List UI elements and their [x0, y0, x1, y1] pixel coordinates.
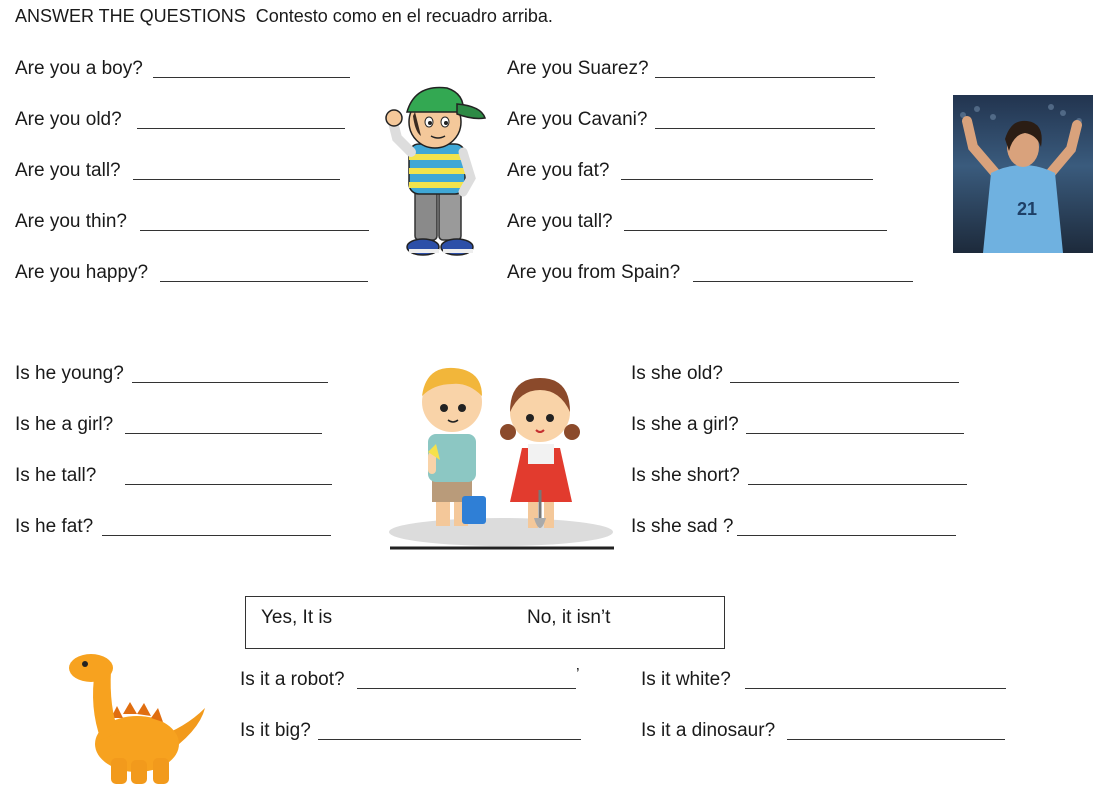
answer-line[interactable]: [730, 382, 959, 383]
question-text: Are you happy?: [15, 262, 149, 283]
answer-line[interactable]: [748, 484, 967, 485]
question-text: Are you Suarez?: [507, 58, 649, 79]
example-answer-box: [245, 596, 725, 649]
question-text: Is it a robot?: [240, 669, 345, 690]
example-no-answer: No, it isn’t: [527, 607, 611, 628]
answer-line[interactable]: [125, 484, 332, 485]
answer-line[interactable]: [357, 688, 576, 689]
question-text: Is she a girl?: [631, 414, 739, 435]
answer-line[interactable]: [318, 739, 581, 740]
question-text: Are you from Spain?: [507, 262, 681, 283]
answer-line[interactable]: [737, 535, 956, 536]
worksheet-title: ANSWER THE QUESTIONS: [15, 6, 246, 26]
answer-line[interactable]: [746, 433, 964, 434]
question-text: Are you thin?: [15, 211, 127, 232]
question-text: Is it white?: [641, 669, 731, 690]
question-text: Are you tall?: [507, 211, 613, 232]
question-text: Is it a dinosaur?: [641, 720, 776, 741]
shirt-number: 21: [1017, 199, 1038, 219]
answer-line[interactable]: [693, 281, 913, 282]
question-text: Is she short?: [631, 465, 740, 486]
answer-line[interactable]: [140, 230, 369, 231]
answer-line[interactable]: [621, 179, 873, 180]
answer-line[interactable]: [745, 688, 1006, 689]
example-yes-answer: Yes, It is: [261, 607, 333, 628]
cartoon-boy-and-girl-image: [388, 360, 616, 552]
question-text: Is he fat?: [15, 516, 94, 537]
answer-line[interactable]: [655, 77, 875, 78]
question-text: Is she old?: [631, 363, 723, 384]
football-player-photo: [953, 95, 1093, 253]
worksheet-instruction: Contesto como en el recuadro arriba.: [255, 6, 553, 26]
question-text: Are you Cavani?: [507, 109, 648, 130]
question-text: Is it big?: [240, 720, 311, 741]
question-text: Are you a boy?: [15, 58, 143, 79]
cartoon-boy-cap-image: [385, 82, 490, 264]
answer-line[interactable]: [132, 382, 328, 383]
question-text: Is he tall?: [15, 465, 97, 486]
question-text: Is he a girl?: [15, 414, 114, 435]
question-text: Is he young?: [15, 363, 124, 384]
answer-line[interactable]: [125, 433, 322, 434]
answer-line[interactable]: [153, 77, 350, 78]
answer-line[interactable]: [624, 230, 887, 231]
football-player-figure: [953, 95, 1093, 253]
answer-line[interactable]: [655, 128, 875, 129]
answer-line[interactable]: [137, 128, 345, 129]
question-text: Is she sad ?: [631, 516, 734, 537]
orange-dinosaur-toy-image: [55, 648, 210, 788]
answer-line[interactable]: [133, 179, 340, 180]
answer-line[interactable]: [160, 281, 368, 282]
worksheet-header: [15, 6, 553, 27]
question-text: Are you tall?: [15, 160, 121, 181]
answer-line[interactable]: [102, 535, 331, 536]
answer-line[interactable]: [787, 739, 1005, 740]
question-text: Are you fat?: [507, 160, 610, 181]
question-text: Are you old?: [15, 109, 122, 130]
stray-apostrophe: ’: [576, 666, 580, 683]
